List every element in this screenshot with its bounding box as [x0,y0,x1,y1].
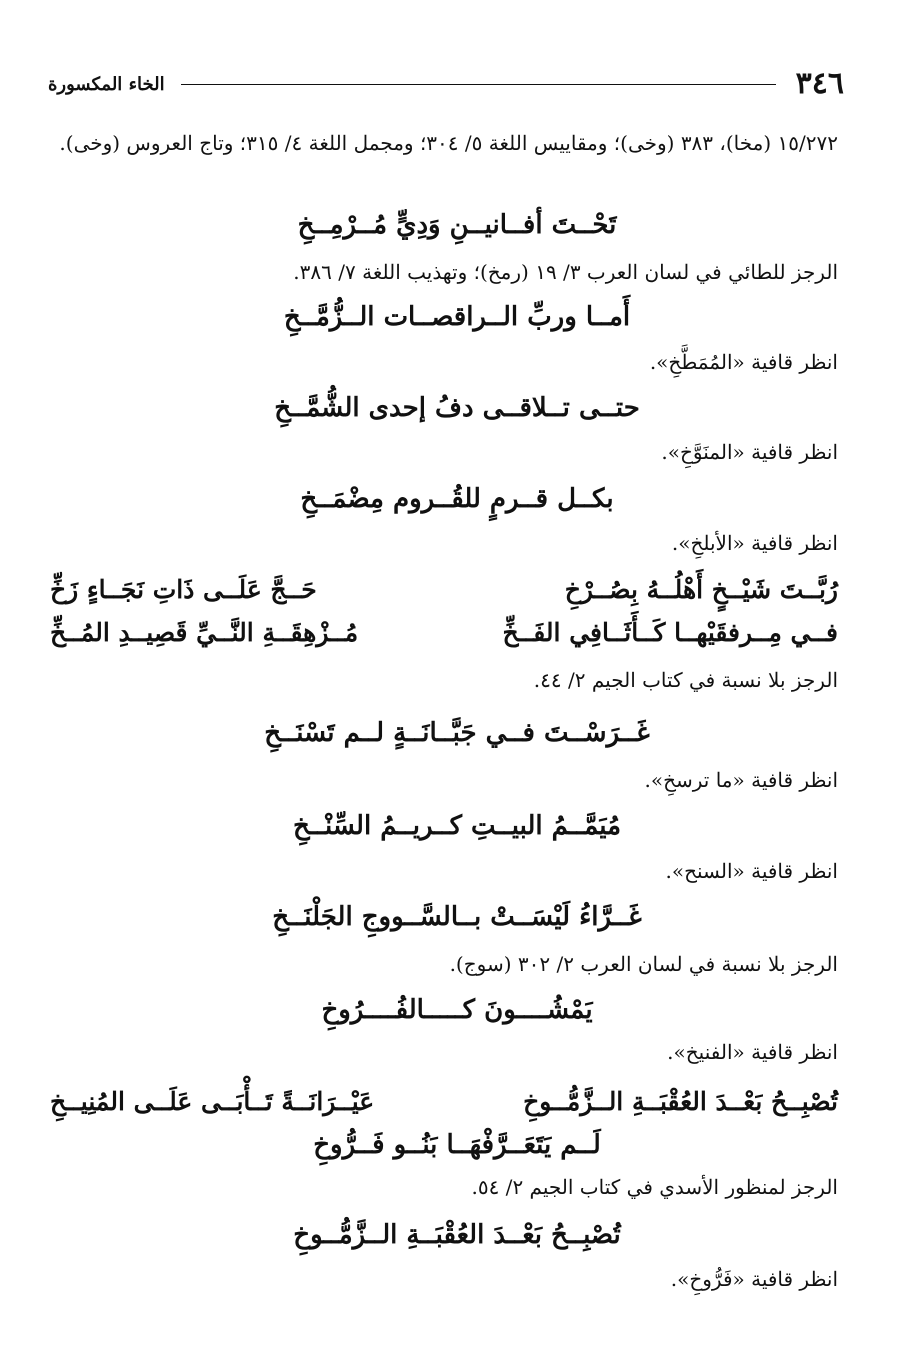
source-note: انظر قافية «السنح». [665,859,838,883]
source-note: انظر قافية «المُمَطَّخِ». [649,350,838,374]
verse: غَــرَسْــتَ فــي جَبَّــانَــةٍ لــم تَسْنَــخِ [264,718,650,748]
source-note: الرجز للطائي في لسان العرب ٣/ ١٩ (رمخ)؛ وتهذيب اللغة ٧/ ٣٨٦. [293,260,838,284]
hemistich-right: رُبَّــتَ شَيْــخٍ أَهْلُــهُ بِصُــرْخِ [564,575,838,604]
page-number: ٣٤٦ [795,66,844,101]
verse: تُصْبِــحُ بَعْــدَ العُقْبَــةِ الــزَّمُّــوخِ [293,1220,621,1250]
continuation-paragraph: ١٥/٢٧٢ (مخا)، ٣٨٣ (وخى)؛ ومقاييس اللغة ٥/ ٣٠٤؛ ومجمل اللغة ٤/ ٣١٥؛ وتاج العروس (وخى). [59,131,838,155]
source-note: انظر قافية «فَرُّوخِ». [670,1267,838,1291]
hemistich-left: حَــجَّ عَلَــى ذَاتِ نَجَــاءٍ زَخِّ [50,575,317,604]
hemistich-right: فــي مِــرفقَيْهــا كَــأَثَــافِي الفَــخِّ [502,618,838,647]
hemistich-left: عَيْــرَانَــةً تَــأْبَــى عَلَــى المُنِيــخِ [50,1087,375,1116]
running-header [48,64,844,104]
source-note: الرجز لمنظور الأسدي في كتاب الجيم ٢/ ٥٤. [471,1175,838,1199]
hemistich-right: تُصْبِــحُ بَعْــدَ العُقْبَــةِ الــزَّمُّــوخِ [523,1087,838,1116]
source-note: انظر قافية «الفنيخ». [667,1040,838,1064]
verse: بكــل قــرمٍ للقُــروم مِضْمَــخِ [300,484,614,514]
verse: يَمْشُــــونَ كـــــالفُــــرُوخِ [321,995,593,1025]
verse: لَــم يَتَعَــرَّفْهَــا بَنُــو فَــرُّوخِ [313,1130,601,1160]
couplet-line [50,1087,838,1116]
couplet-line [50,575,838,604]
verse: تَحْــتَ أفــانيــنِ وَدِيٍّ مُــرْمِــخِ [297,210,617,240]
verse: مُيَمَّــمُ البيــتِ كــريــمُ السِّنْــخِ [292,811,622,841]
source-note: انظر قافية «المنَوَّخِ». [661,440,838,464]
source-note: الرجز بلا نسبة في كتاب الجيم ٢/ ٤٤. [533,668,838,692]
verse: حتــى تــلاقــى دفُ إحدى الشُّمَّــخِ [274,393,640,423]
running-title: الخاء المكسورة [48,73,165,95]
header-rule [181,84,776,85]
source-note: الرجز بلا نسبة في لسان العرب ٢/ ٣٠٢ (سوج). [449,952,838,976]
verse: غَــرَّاءُ لَيْسَــتْ بــالسَّــووجِ الجَلْنَــخِ [272,902,642,932]
source-note: انظر قافية «ما ترسخِ». [644,768,838,792]
verse: أَمــا وربِّ الــراقصــات الــزُّمَّــخِ [283,302,631,332]
continuation-text [48,122,838,164]
source-note: انظر قافية «الأبلخِ». [671,531,838,555]
hemistich-left: مُــزْهِقَــةِ النَّــيِّ قَصِيــدِ المُــخِّ [50,618,359,647]
couplet-line [50,618,838,647]
